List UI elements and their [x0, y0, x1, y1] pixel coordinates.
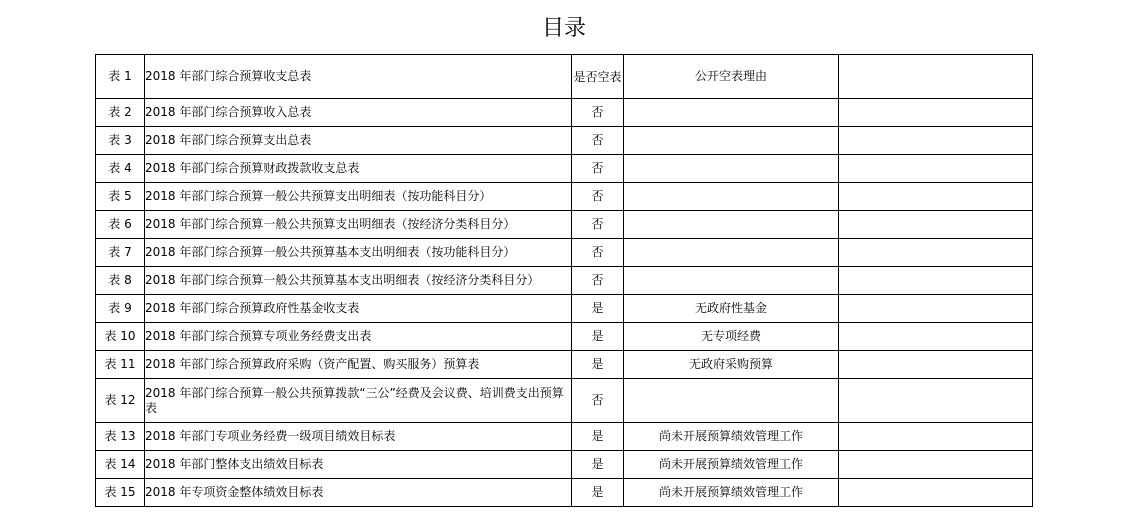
empty-reason-cell: [624, 155, 839, 183]
extra-cell: [839, 127, 1033, 155]
empty-reason-cell: 无政府采购预算: [624, 351, 839, 379]
empty-reason-cell: [624, 239, 839, 267]
is-empty-header: 是否空表: [572, 55, 624, 99]
table-row: [96, 155, 1033, 183]
extra-cell: [839, 183, 1033, 211]
table-row: [96, 423, 1033, 451]
table-number-cell: 表 9: [96, 295, 145, 323]
table-number-cell: 表 10: [96, 323, 145, 351]
extra-cell: [839, 295, 1033, 323]
table-row: [96, 323, 1033, 351]
extra-cell: [839, 379, 1033, 423]
empty-reason-cell: [624, 211, 839, 239]
is-empty-cell: 否: [572, 99, 624, 127]
extra-cell: [839, 351, 1033, 379]
document-title: 目录: [541, 16, 586, 41]
table-number-cell: 表 1: [96, 55, 145, 99]
empty-reason-cell: [624, 379, 839, 423]
is-empty-cell: 是: [572, 479, 624, 507]
empty-reason-cell: 尚未开展预算绩效管理工作: [624, 479, 839, 507]
table-number-cell: 表 7: [96, 239, 145, 267]
table-row: [96, 267, 1033, 295]
is-empty-cell: 否: [572, 183, 624, 211]
extra-cell: [839, 155, 1033, 183]
table-name-cell: 2018 年部门综合预算一般公共预算基本支出明细表（按经济分类科目分）: [145, 267, 572, 295]
empty-reason-header: 公开空表理由: [624, 55, 839, 99]
table-name-cell: 2018 年部门综合预算政府采购（资产配置、购买服务）预算表: [145, 351, 572, 379]
table-name-cell: 2018 年部门整体支出绩效目标表: [145, 451, 572, 479]
table-number-cell: 表 8: [96, 267, 145, 295]
empty-reason-cell: [624, 99, 839, 127]
is-empty-cell: 否: [572, 267, 624, 295]
is-empty-cell: 是: [572, 351, 624, 379]
is-empty-cell: 否: [572, 155, 624, 183]
table-number-cell: 表 2: [96, 99, 145, 127]
table-name-cell: 2018 年部门综合预算收支总表: [145, 55, 572, 99]
extra-cell: [839, 451, 1033, 479]
table-name-cell: 2018 年部门综合预算一般公共预算支出明细表（按功能科目分）: [145, 183, 572, 211]
table-number-cell: 表 5: [96, 183, 145, 211]
table-row: [96, 99, 1033, 127]
extra-cell: [839, 267, 1033, 295]
table-row: [96, 379, 1033, 423]
empty-reason-cell: [624, 267, 839, 295]
table-row: [96, 127, 1033, 155]
table-name-cell: 2018 年部门综合预算专项业务经费支出表: [145, 323, 572, 351]
is-empty-cell: 否: [572, 239, 624, 267]
extra-cell: [839, 423, 1033, 451]
table-name-cell: 2018 年部门综合预算财政拨款收支总表: [145, 155, 572, 183]
table-name-cell: 2018 年部门综合预算一般公共预算支出明细表（按经济分类科目分）: [145, 211, 572, 239]
empty-reason-cell: [624, 183, 839, 211]
extra-cell: [839, 99, 1033, 127]
table-row: [96, 183, 1033, 211]
extra-cell: [839, 479, 1033, 507]
table-row: [96, 239, 1033, 267]
is-empty-cell: 是: [572, 295, 624, 323]
extra-cell: [839, 211, 1033, 239]
table-number-cell: 表 11: [96, 351, 145, 379]
table-number-cell: 表 15: [96, 479, 145, 507]
table-name-cell: 2018 年专项资金整体绩效目标表: [145, 479, 572, 507]
extra-cell: [839, 55, 1033, 99]
table-name-cell: 2018 年部门综合预算政府性基金收支表: [145, 295, 572, 323]
table-name-cell: 2018 年部门综合预算支出总表: [145, 127, 572, 155]
extra-cell: [839, 239, 1033, 267]
table-number-cell: 表 12: [96, 379, 145, 423]
table-number-cell: 表 3: [96, 127, 145, 155]
is-empty-cell: 否: [572, 127, 624, 155]
table-name-cell: 2018 年部门专项业务经费一级项目绩效目标表: [145, 423, 572, 451]
table-name-cell: 2018 年部门综合预算一般公共预算拨款“三公”经费及会议费、培训费支出预算表: [145, 379, 572, 423]
is-empty-cell: 是: [572, 423, 624, 451]
table-number-cell: 表 4: [96, 155, 145, 183]
empty-reason-cell: 无专项经费: [624, 323, 839, 351]
table-row: [96, 211, 1033, 239]
table-row: [96, 295, 1033, 323]
empty-reason-cell: 尚未开展预算绩效管理工作: [624, 423, 839, 451]
table-row: [96, 479, 1033, 507]
empty-reason-cell: 无政府性基金: [624, 295, 839, 323]
table-number-cell: 表 13: [96, 423, 145, 451]
table-row: [96, 351, 1033, 379]
table-number-cell: 表 6: [96, 211, 145, 239]
is-empty-cell: 否: [572, 211, 624, 239]
table-name-cell: 2018 年部门综合预算收入总表: [145, 99, 572, 127]
table-name-cell: 2018 年部门综合预算一般公共预算基本支出明细表（按功能科目分）: [145, 239, 572, 267]
table-header-row: [96, 55, 1033, 99]
is-empty-cell: 是: [572, 451, 624, 479]
empty-reason-cell: [624, 127, 839, 155]
table-number-cell: 表 14: [96, 451, 145, 479]
is-empty-cell: 否: [572, 379, 624, 423]
table-row: [96, 451, 1033, 479]
table-of-contents: [95, 54, 1033, 507]
extra-cell: [839, 323, 1033, 351]
is-empty-cell: 是: [572, 323, 624, 351]
empty-reason-cell: 尚未开展预算绩效管理工作: [624, 451, 839, 479]
